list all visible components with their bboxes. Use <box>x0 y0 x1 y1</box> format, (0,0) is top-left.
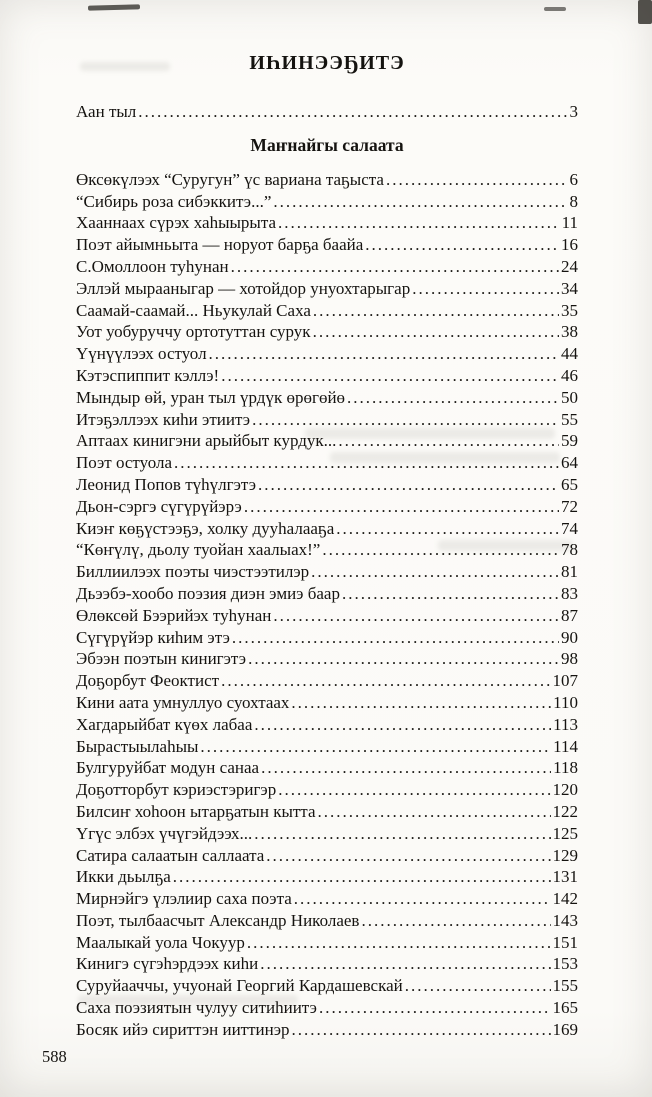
dot-leader <box>244 496 559 518</box>
toc-entry <box>76 801 578 823</box>
dot-leader <box>252 409 559 431</box>
entry-page-number: 55 <box>561 409 578 429</box>
toc-entry <box>76 256 578 278</box>
entry-page-number: 24 <box>561 256 578 276</box>
entry-page-number: 8 <box>569 191 578 211</box>
entry-page-number: 16 <box>561 235 578 255</box>
toc-entry <box>76 910 578 932</box>
entry-title: Хагдарыйбат күөх лабаа <box>76 714 253 734</box>
dot-leader <box>294 888 551 910</box>
dot-leader <box>254 823 550 845</box>
entry-page-number: 120 <box>552 780 578 800</box>
entry-page-number: 118 <box>553 758 578 778</box>
dot-leader <box>221 670 550 692</box>
entry-title: Саамай-саамай... Ньукулай Саха <box>76 300 311 320</box>
entry-page-number: 122 <box>552 801 578 821</box>
toc-entry <box>76 736 578 758</box>
toc-entry <box>76 888 578 910</box>
entry-title: Өксөкүлээх “Суругун” үс вариана таҕыста <box>76 169 384 189</box>
entry-page-number: 64 <box>561 453 578 473</box>
dot-leader <box>273 605 559 627</box>
toc-entry <box>76 300 578 322</box>
page-title: ИҺИНЭЭҔИТЭ <box>249 52 405 74</box>
entry-page-number: 6 <box>569 169 578 189</box>
entry-title: Кэтэспиппит кэллэ! <box>76 365 220 385</box>
entry-page-number: 107 <box>552 671 578 691</box>
toc-entry <box>76 845 578 867</box>
section-heading: Маҥнайгы салаата <box>250 134 404 155</box>
toc-entry <box>76 823 578 845</box>
entry-page-number: 110 <box>553 692 578 712</box>
scan-artifact-top-corner <box>638 0 652 24</box>
entry-page-number: 131 <box>552 867 578 887</box>
entry-page-number: 38 <box>561 322 578 342</box>
entry-title: Мындыр өй, уран тыл үрдүк өрөгөйө <box>76 387 346 407</box>
dot-leader <box>361 910 550 932</box>
dot-leader <box>291 692 551 714</box>
entry-page-number: 59 <box>561 431 578 451</box>
toc-list <box>76 169 578 1041</box>
entry-title: Уот уобуруччу ортотуттан сурук <box>76 322 311 342</box>
dot-leader <box>209 343 559 365</box>
entry-title: Дьон-сэргэ сүгүрүйэрэ <box>76 496 242 516</box>
toc-entry <box>76 539 578 561</box>
entry-page-number: 74 <box>561 518 578 538</box>
toc-entry <box>76 714 578 736</box>
toc-entry <box>76 387 578 409</box>
toc-entry <box>76 212 578 234</box>
toc-entry <box>76 561 578 583</box>
entry-title: Кинигэ сүгэһэрдээх киһи <box>76 954 259 974</box>
dot-leader <box>174 452 559 474</box>
entry-page-number: 65 <box>561 474 578 494</box>
dot-leader <box>221 365 559 387</box>
entry-title: Маалыкай уола Чокуур <box>76 932 245 952</box>
entry-title: Итэҕэллээх киһи этиитэ <box>76 409 251 429</box>
dot-leader <box>338 430 559 452</box>
dot-leader <box>248 648 559 670</box>
toc-entry <box>76 1019 578 1041</box>
dot-leader <box>336 518 559 540</box>
dot-leader <box>311 561 559 583</box>
toc-entry <box>76 365 578 387</box>
entry-title: Аптаах кинигэни арыйбыт курдук... <box>76 431 337 451</box>
dot-leader <box>258 474 559 496</box>
toc-entry <box>76 866 578 888</box>
entry-page-number: 44 <box>561 344 578 364</box>
entry-title: Саха поэзиятын чулуу ситиһиитэ <box>76 998 317 1018</box>
entry-page-number: 125 <box>552 823 578 843</box>
toc-entry <box>76 496 578 518</box>
entry-title: Эллэй мырааныгар — хотойдор унуохтарыгар <box>76 278 411 298</box>
toc-entry <box>76 191 578 213</box>
toc-entry <box>76 757 578 779</box>
entry-page-number: 153 <box>552 954 578 974</box>
dot-leader <box>319 997 551 1019</box>
entry-title: Сатира салаатын саллаата <box>76 845 265 865</box>
entry-title: “Сибирь роза сибэккитэ...” <box>76 191 272 211</box>
entry-page-number: 81 <box>561 562 578 582</box>
entry-title: Доҕорбут Феоктист <box>76 671 220 691</box>
entry-title: Үүнүүлээх остуол <box>76 344 207 364</box>
entry-title: Аан тыл <box>76 102 137 121</box>
entry-page-number: 3 <box>569 102 578 121</box>
toc-entry <box>76 692 578 714</box>
entry-title: Икки дьылҕа <box>76 867 171 887</box>
dot-leader <box>231 256 559 278</box>
toc-entry <box>76 234 578 256</box>
entry-title: Мирнэйгэ үлэлиир саха поэта <box>76 889 292 909</box>
dot-leader <box>412 278 559 300</box>
entry-page-number: 151 <box>552 932 578 952</box>
entry-title: Киэҥ көҕүстээҕэ, холку дууһалааҕа <box>76 518 335 538</box>
toc-entry <box>76 583 578 605</box>
toc-entry <box>76 430 578 452</box>
entry-page-number: 78 <box>561 540 578 560</box>
toc-content <box>76 52 578 1041</box>
dot-leader <box>266 845 550 867</box>
entry-title: Биллиилээх поэты чиэстээтилэр <box>76 562 310 582</box>
entry-title: Эбээн поэтын кинигэтэ <box>76 649 247 669</box>
dot-leader <box>405 975 551 997</box>
dot-leader <box>365 234 559 256</box>
entry-title: Поэт, тылбаасчыт Александр Николаев <box>76 910 360 930</box>
toc-entry <box>76 997 578 1019</box>
dot-leader <box>200 736 551 758</box>
dot-leader <box>138 101 567 123</box>
dot-leader <box>232 627 559 649</box>
entry-title: Булгуруйбат модун санаа <box>76 758 260 778</box>
dot-leader <box>386 169 568 191</box>
entry-page-number: 143 <box>552 910 578 930</box>
entry-title: Үгүс элбэх үчүгэйдээх... <box>76 823 253 843</box>
dot-leader <box>173 866 551 888</box>
toc-entry <box>76 474 578 496</box>
entry-title: Леонид Попов түһүлгэтэ <box>76 474 257 494</box>
entry-title: Суруйааччы, учуонай Георгий Кардашевскай <box>76 976 403 996</box>
toc-entry <box>76 975 578 997</box>
dot-leader <box>273 191 567 213</box>
toc-entry <box>76 518 578 540</box>
toc-entry <box>76 932 578 954</box>
scan-artifact-top-left <box>88 4 140 10</box>
toc-entry <box>76 409 578 431</box>
toc-entry <box>76 278 578 300</box>
dot-leader <box>322 539 559 561</box>
dot-leader <box>254 714 551 736</box>
toc-entry <box>76 648 578 670</box>
dot-leader <box>292 1019 551 1041</box>
toc-entry <box>76 343 578 365</box>
entry-page-number: 113 <box>553 714 578 734</box>
entry-title: Дьээбэ-хообо поэзия диэн эмиэ баар <box>76 583 340 603</box>
folio-page-number: 588 <box>42 1047 67 1066</box>
entry-title: Сүгүрүйэр киһим этэ <box>76 627 230 647</box>
entry-page-number: 72 <box>561 496 578 516</box>
entry-title: Доҕотторбут кэриэстэригэр <box>76 780 277 800</box>
toc-entry-front-matter <box>76 101 578 123</box>
toc-entry <box>76 605 578 627</box>
dot-leader <box>342 583 559 605</box>
toc-entry <box>76 953 578 975</box>
toc-entry <box>76 779 578 801</box>
entry-title: Өлөксөй Бээрийэх туһунан <box>76 605 272 625</box>
entry-title: Поэт айымньыта — норуот барҕа баайа <box>76 235 364 255</box>
entry-title: Билсиҥ хоһоон ытарҕатын кытта <box>76 801 316 821</box>
entry-page-number: 83 <box>561 583 578 603</box>
toc-entry <box>76 452 578 474</box>
dot-leader <box>278 779 550 801</box>
entry-page-number: 34 <box>561 278 578 298</box>
scan-artifact-top-mid <box>544 7 566 11</box>
entry-title: Поэт остуола <box>76 453 173 473</box>
entry-page-number: 11 <box>561 213 578 233</box>
toc-entry <box>76 670 578 692</box>
entry-page-number: 129 <box>552 845 578 865</box>
entry-title: “Көҥүлү, дьолу туойан хаалыах!” <box>76 540 321 560</box>
dot-leader <box>261 757 551 779</box>
dot-leader <box>318 801 551 823</box>
entry-title: Босяк ийэ сириттэн ииттинэр <box>76 1019 290 1039</box>
entry-page-number: 165 <box>552 998 578 1018</box>
dot-leader <box>313 300 559 322</box>
entry-title: Бырастыылаһыы <box>76 736 199 756</box>
dot-leader <box>260 953 550 975</box>
dot-leader <box>247 932 551 954</box>
toc-entry <box>76 627 578 649</box>
entry-page-number: 114 <box>553 736 578 756</box>
dot-leader <box>347 387 559 409</box>
toc-entry <box>76 169 578 191</box>
entry-title: Кини аата умнуллуо суохтаах <box>76 692 290 712</box>
entry-page-number: 142 <box>552 889 578 909</box>
entry-title: Хааннаах сүрэх хаһыырыта <box>76 213 277 233</box>
entry-page-number: 98 <box>561 649 578 669</box>
entry-page-number: 169 <box>552 1019 578 1039</box>
entry-page-number: 50 <box>561 387 578 407</box>
entry-page-number: 35 <box>561 300 578 320</box>
entry-title: С.Омоллоон туһунан <box>76 256 229 276</box>
toc-entry <box>76 321 578 343</box>
entry-page-number: 46 <box>561 365 578 385</box>
entry-page-number: 87 <box>561 605 578 625</box>
entry-page-number: 155 <box>552 976 578 996</box>
dot-leader <box>278 212 560 234</box>
dot-leader <box>313 321 559 343</box>
entry-page-number: 90 <box>561 627 578 647</box>
